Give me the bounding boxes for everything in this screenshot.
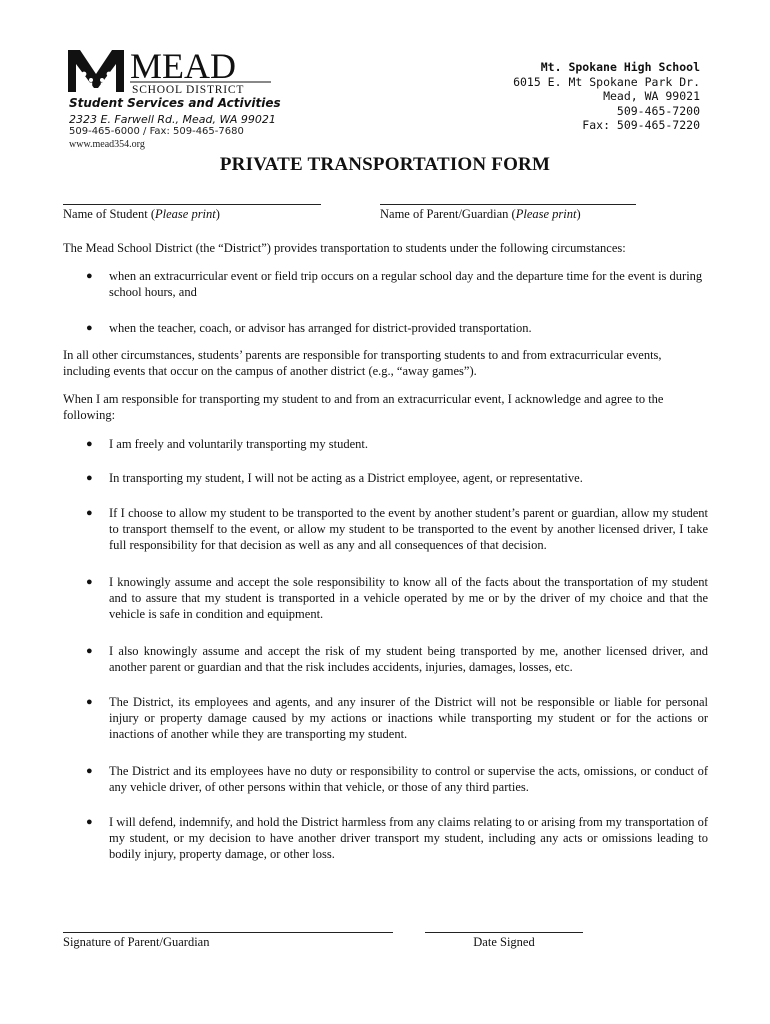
school-phone: 509-465-7200 (616, 103, 700, 118)
list-item: ● I will defend, indemnify, and hold the District harmless from any claims relating to or arising from my transportation of my student, or my decision to have another driver transport my student, including any acts or omissions leading to bodily injury, property damage, or other loss. (86, 815, 708, 861)
logo-wordmark: MEAD (130, 46, 236, 86)
page-title: PRIVATE TRANSPORTATION FORM (219, 154, 551, 175)
signature-line[interactable] (63, 932, 393, 933)
list-item: ● I am freely and voluntarily transporting my student. (86, 437, 368, 451)
department-name: Student Services and Activities (69, 96, 281, 110)
parent-name-label: Name of Parent/Guardian (Please print) (380, 207, 581, 221)
list-item: ● when the teacher, coach, or advisor has arranged for district-provided transportation. (86, 321, 532, 335)
school-name: Mt. Spokane High School (540, 60, 700, 74)
parent-name-line[interactable] (380, 204, 636, 205)
school-city: Mead, WA 99021 (603, 89, 700, 103)
bullet-icon: ● (86, 322, 93, 334)
bullet-icon: ● (86, 816, 93, 828)
list-item: ● I also knowingly assume and accept the risk of my student being transported by me, another licensed driver, and another parent or guardian and that the risk includes accidents, injuries, damages, losses, etc. (86, 644, 708, 674)
date-signed-label: Date Signed (473, 935, 535, 949)
bullet-icon: ● (86, 696, 93, 708)
list-item: ● The District and its employees have no duty or responsibility to control or supervise the acts, omissions, or conduct of any vehicle driver, of other persons within that vehicle, or those of any third parties. (86, 764, 708, 794)
bullet-icon: ● (86, 645, 93, 657)
intro-paragraph: The Mead School District (the “District”) provides transportation to students under the following circumstances: (63, 241, 626, 255)
school-street: 6015 E. Mt Spokane Park Dr. (513, 74, 700, 89)
date-signed-line[interactable] (425, 932, 583, 933)
district-address: 2323 E. Farwell Rd., Mead, WA 99021 (69, 113, 276, 126)
bullet-icon: ● (86, 507, 93, 519)
bullet-icon: ● (86, 270, 93, 282)
list-item: ● when an extracurricular event or field trip occurs on a regular school day and the departure time for the event is during school hours, and (86, 269, 703, 299)
school-contact-block (513, 60, 700, 133)
bullet-icon: ● (86, 438, 93, 450)
list-item: ● I knowingly assume and accept the sole responsibility to know all of the facts about the transportation of my student and to assure that my student is transported in a vehicle operated by me or by the driver of my choice and that the vehicle is safe in condition and equipment. (86, 575, 708, 621)
signature-label: Signature of Parent/Guardian (63, 935, 210, 949)
list-item: ● The District, its employees and agents, and any insurer of the District will not be responsible or liable for personal injury or property damage caused by my actions or inactions while transporting my student or for the actions or inactions of another while they are transporting my student. (86, 695, 708, 741)
district-phone-fax: 509-465-6000 / Fax: 509-465-7680 (69, 126, 244, 137)
student-name-label: Name of Student (Please print) (63, 207, 220, 221)
district-logo (66, 44, 276, 96)
mead-logo-icon (66, 44, 276, 96)
list-item: ● If I choose to allow my student to be transported to the event by another student’s parent or guardian, allow my student to transport themself to the event, or allow my student to be transported to the event by another licensed driver, I take full responsibility for that decision as well as any and all consequences of that decision. (86, 506, 708, 552)
school-fax: Fax: 509-465-7220 (582, 118, 700, 132)
list-item: ● In transporting my student, I will not be acting as a District employee, agent, or representative. (86, 471, 583, 485)
district-website: www.mead354.org (69, 139, 145, 150)
bullet-icon: ● (86, 765, 93, 777)
logo-subtext: SCHOOL DISTRICT (132, 84, 245, 96)
other-circumstances-paragraph: In all other circumstances, students’ parents are responsible for transporting students to and from extracurricular events, including events that occur on the campus of another district (e.g., “away games”). (63, 348, 662, 378)
agree-intro-paragraph: When I am responsible for transporting my student to and from an extracurricular event, I acknowledge and agree to the following: (63, 392, 664, 422)
bullet-icon: ● (86, 472, 93, 484)
student-name-line[interactable] (63, 204, 321, 205)
bullet-icon: ● (86, 576, 93, 588)
